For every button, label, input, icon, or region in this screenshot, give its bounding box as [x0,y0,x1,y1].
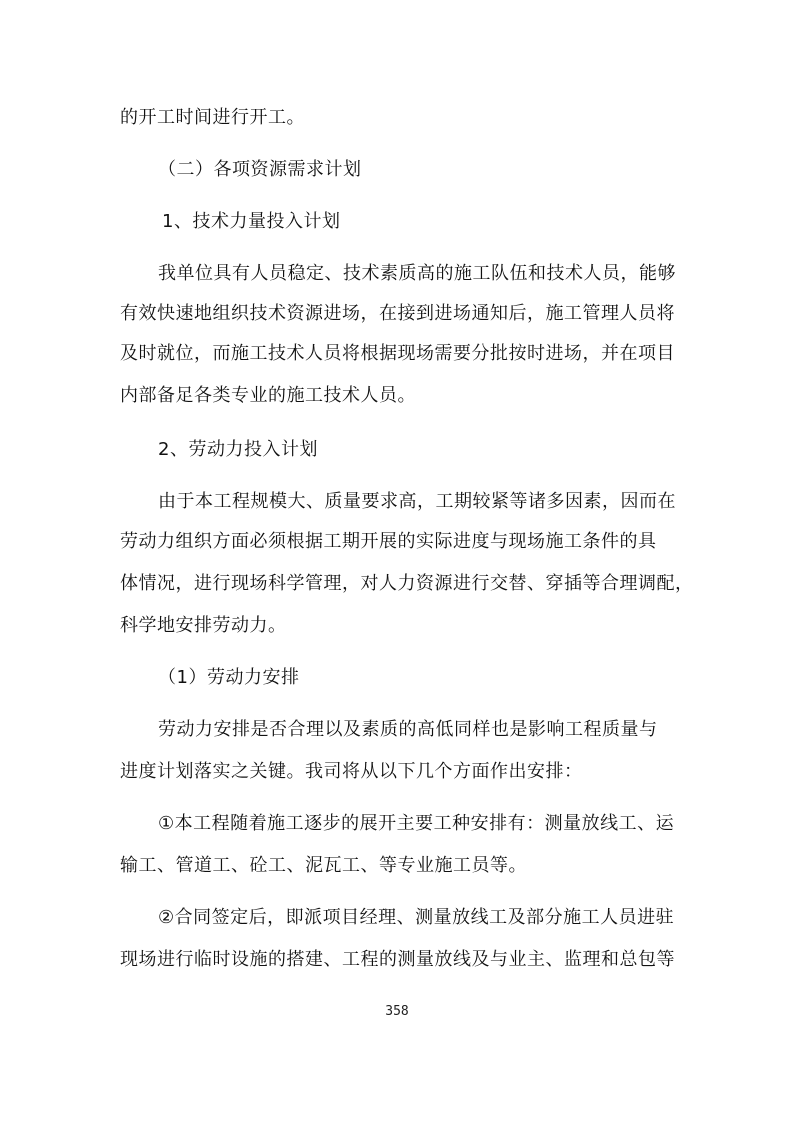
paragraph-line: 进度计划落实之关键。我司将从以下几个方面作出安排： [120,761,583,782]
paragraph-line: 体情况，进行现场科学管理，对人力资源进行交替、穿插等合理调配， [120,573,694,594]
paragraph-line: 内部备足各类专业的施工技术人员。 [120,385,416,406]
paragraph-line: 劳动力安排是否合理以及素质的高低同样也是影响工程质量与 [158,719,658,740]
paragraph-line: 输工、管道工、砼工、泥瓦工、等专业施工员等。 [120,855,527,876]
paragraph-line: 科学地安排劳动力。 [120,615,287,636]
subsection-heading: 2、劳动力投入计划 [158,439,318,460]
paragraph-line: 劳动力组织方面必须根据工期开展的实际进度与现场施工条件的具 [120,531,657,552]
paragraph-line: ①本工程随着施工逐步的展开主要工种安排有：测量放线工、运 [158,813,675,834]
paragraph-line: ②合同签定后，即派项目经理、测量放线工及部分施工人员进驻 [158,907,675,928]
paragraph-line: 的开工时间进行开工。 [120,107,305,128]
paragraph-line: 由于本工程规模大、质量要求高，工期较紧等诸多因素，因而在 [158,491,676,512]
paragraph-line: 我单位具有人员稳定、技术素质高的施工队伍和技术人员，能够 [158,263,676,284]
paragraph-line: 有效快速地组织技术资源进场，在接到进场通知后，施工管理人员将 [120,303,675,324]
paragraph-line: 现场进行临时设施的搭建、工程的测量放线及与业主、监理和总包等 [120,949,675,970]
section-heading: （二）各项资源需求计划 [158,159,362,180]
subsection-heading: 1、技术力量投入计划 [162,211,341,232]
subsection-heading: （1）劳动力安排 [158,667,300,688]
paragraph-line: 及时就位，而施工技术人员将根据现场需要分批按时进场，并在项目 [120,343,675,364]
page-number: 358 [385,1004,409,1019]
